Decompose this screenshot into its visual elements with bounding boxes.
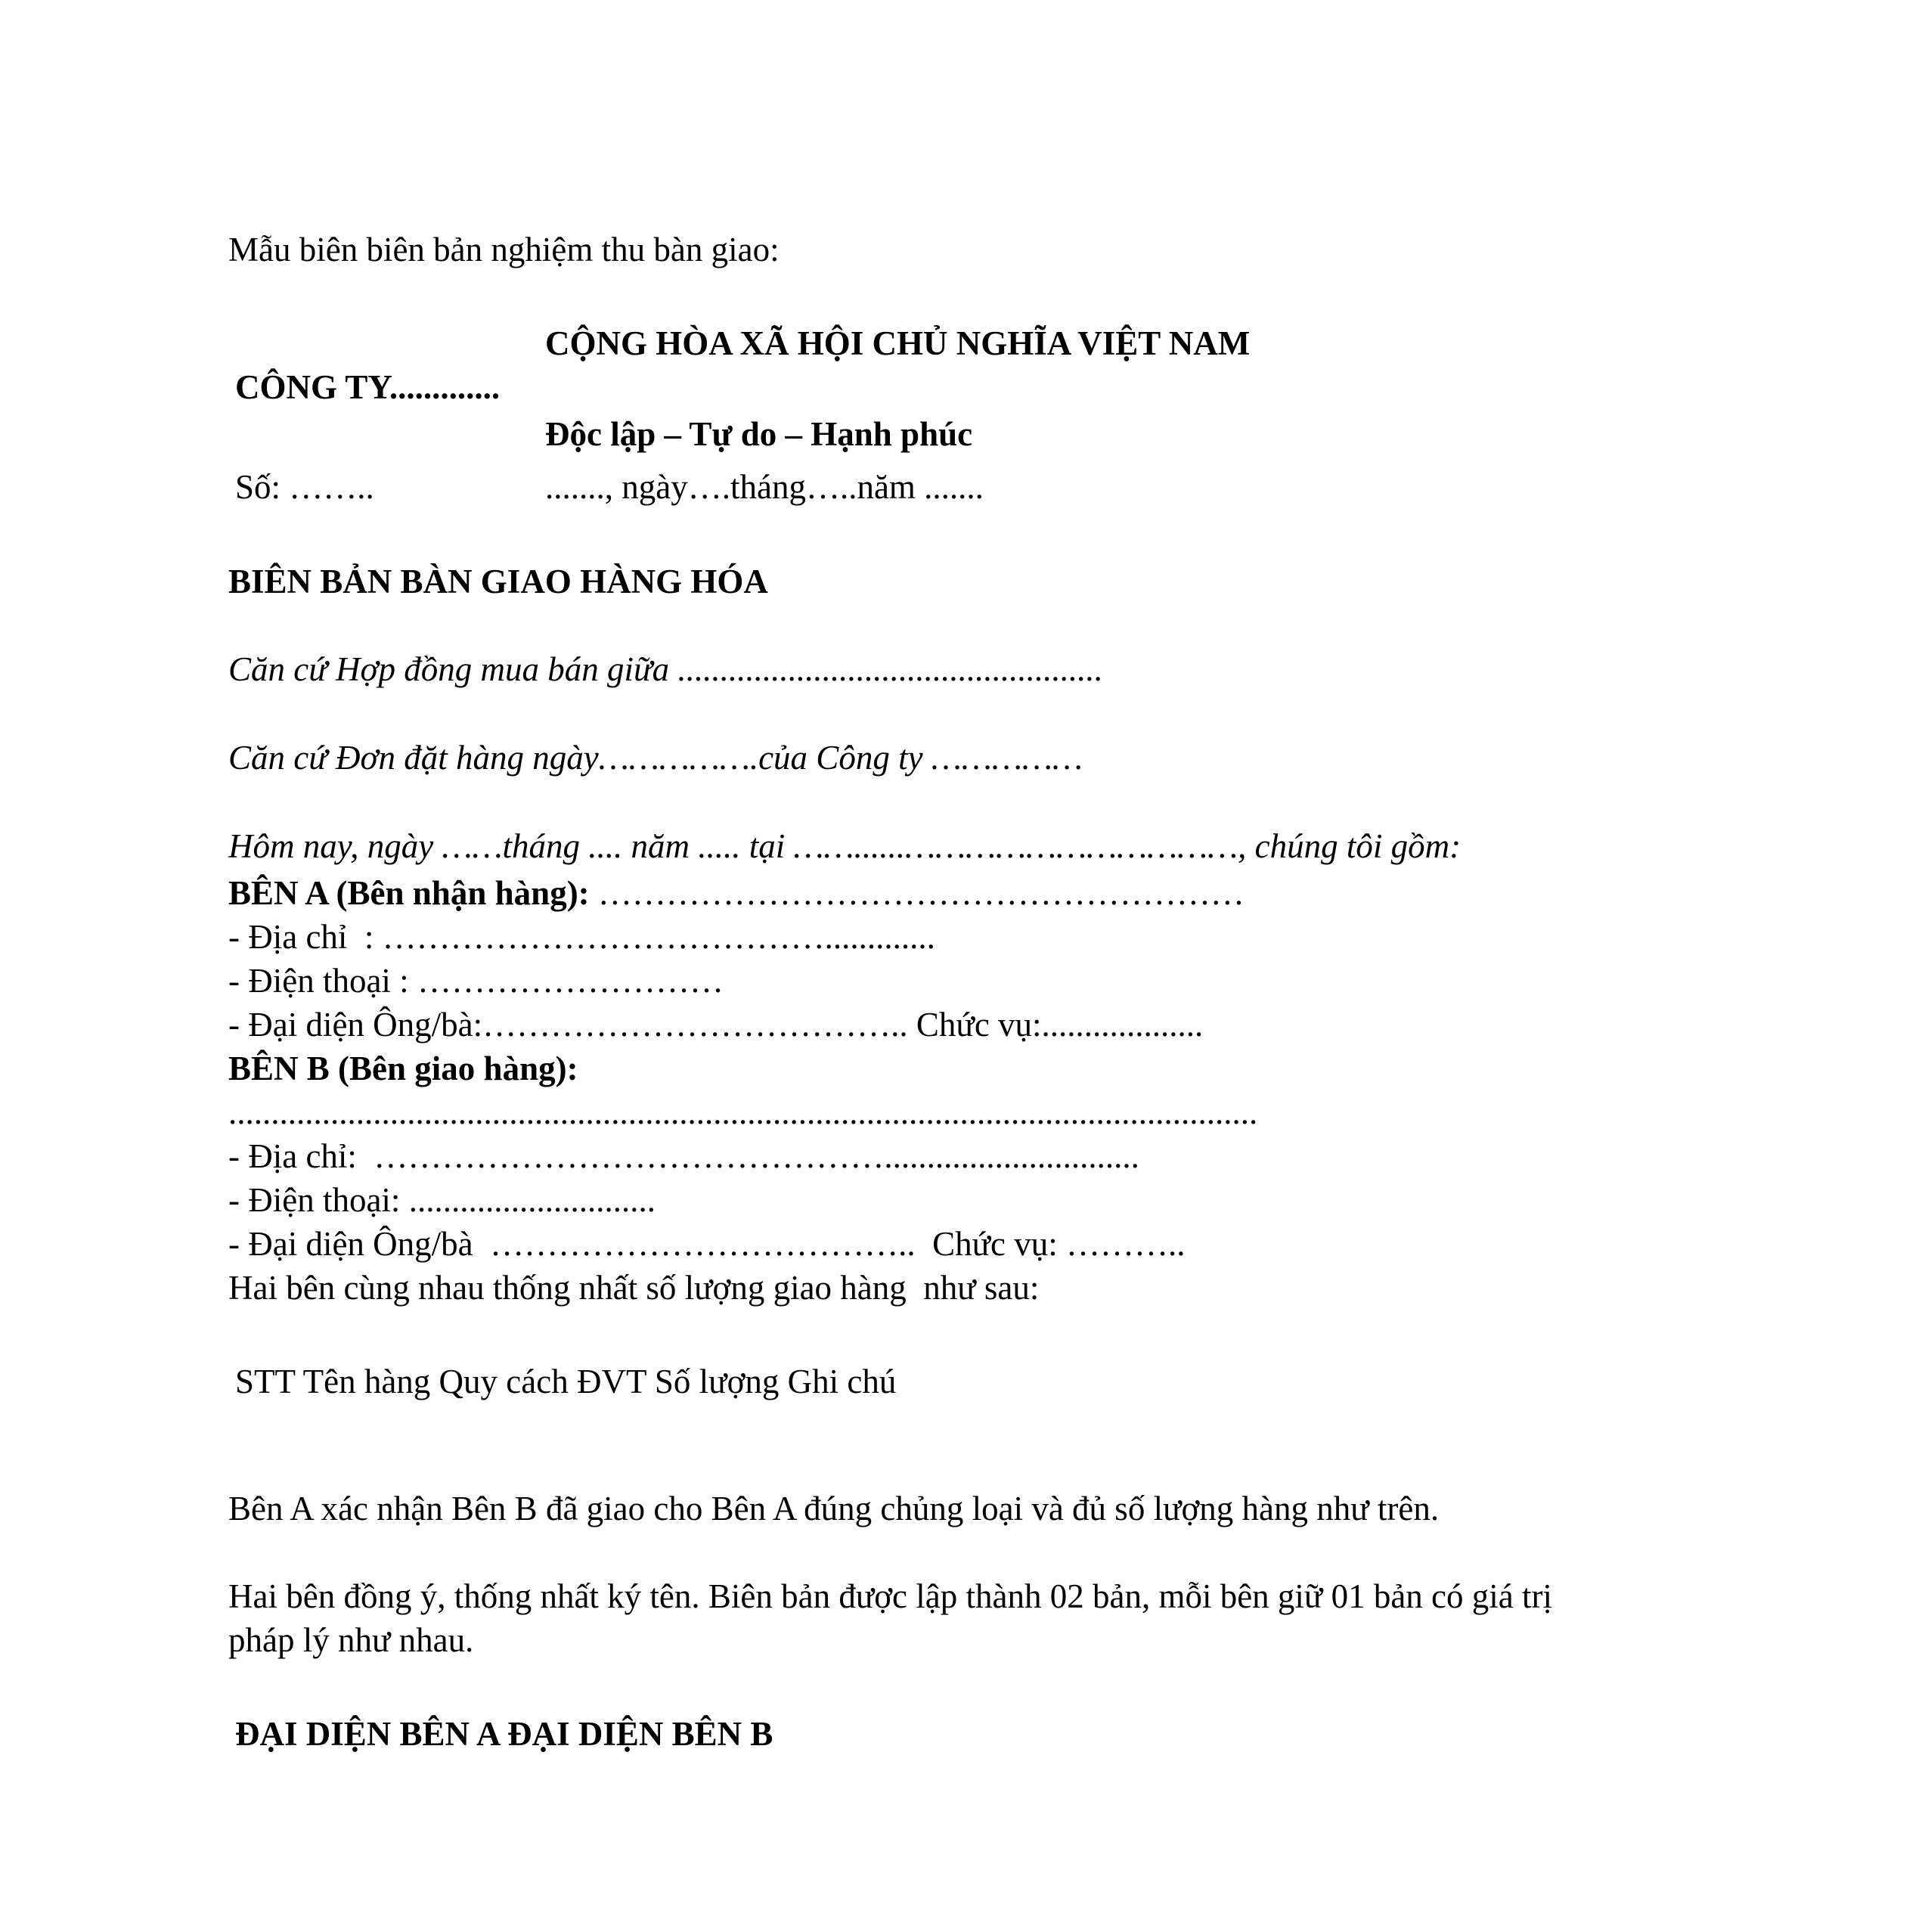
confirmation-line: Bên A xác nhận Bên B đã giao cho Bên A đúng chủng loại và đủ số lượng hàng như trên.: [228, 1490, 1440, 1527]
national-motto: Độc lập – Tự do – Hạnh phúc: [545, 415, 973, 453]
table-header: STT Tên hàng Quy cách ĐVT Số lượng Ghi chú: [235, 1363, 897, 1400]
party-b-name-dots: .........................................................................................................................: [228, 1093, 1258, 1131]
closing-line-2: pháp lý như nhau.: [228, 1621, 474, 1659]
document-title: BIÊN BẢN BÀN GIAO HÀNG HÓA: [228, 563, 768, 600]
party-b-phone: - Điện thoại: .............................: [228, 1181, 656, 1219]
signature-labels: ĐẠI DIỆN BÊN A ĐẠI DIỆN BÊN B: [235, 1715, 773, 1753]
party-b-address: - Địa chỉ: ………………………………………..............................: [228, 1137, 1139, 1175]
agreement-line: Hai bên cùng nhau thống nhất số lượng giao hàng như sau:: [228, 1269, 1040, 1307]
nation-title: CỘNG HÒA XÃ HỘI CHỦ NGHĨA VIỆT NAM: [545, 324, 1251, 362]
party-a-representative: - Đại diện Ông/bà:……………………………….. Chức vụ:...................: [228, 1006, 1204, 1044]
party-a-heading-line: [228, 871, 1245, 916]
company-name: CÔNG TY.............: [235, 368, 501, 406]
party-b-heading: BÊN B (Bên giao hàng):: [228, 1050, 578, 1087]
party-b-representative: - Đại diện Ông/bà ……………………………….. Chức vụ: ………..: [228, 1225, 1186, 1263]
meeting-line: Hôm nay, ngày ……tháng .... năm ..... tại ……......……………………………, chúng tôi gồm:: [228, 827, 1461, 865]
closing-line-1: Hai bên đồng ý, thống nhất ký tên. Biên bản được lập thành 02 bản, mỗi bên giữ 01 bản có giá trị: [228, 1577, 1552, 1615]
basis-contract: Căn cứ Hợp đồng mua bán giữa ..................................................: [228, 650, 1103, 688]
document-number: Số: ……..: [235, 468, 374, 506]
date-line: ......., ngày….tháng…..năm .......: [545, 468, 984, 506]
party-a-address: - Địa chỉ : ………………………………….............: [228, 918, 935, 956]
party-a-heading: BÊN A (Bên nhận hàng):: [228, 874, 590, 912]
intro-line: Mẫu biên biên bản nghiệm thu bàn giao:: [228, 231, 780, 268]
basis-order: Căn cứ Đơn đặt hàng ngày…………….của Công ty ……………: [228, 739, 1083, 777]
party-a-phone: - Điện thoại : ………………………: [228, 962, 724, 1000]
party-a-name-dots: …………………………………………………: [589, 874, 1245, 912]
